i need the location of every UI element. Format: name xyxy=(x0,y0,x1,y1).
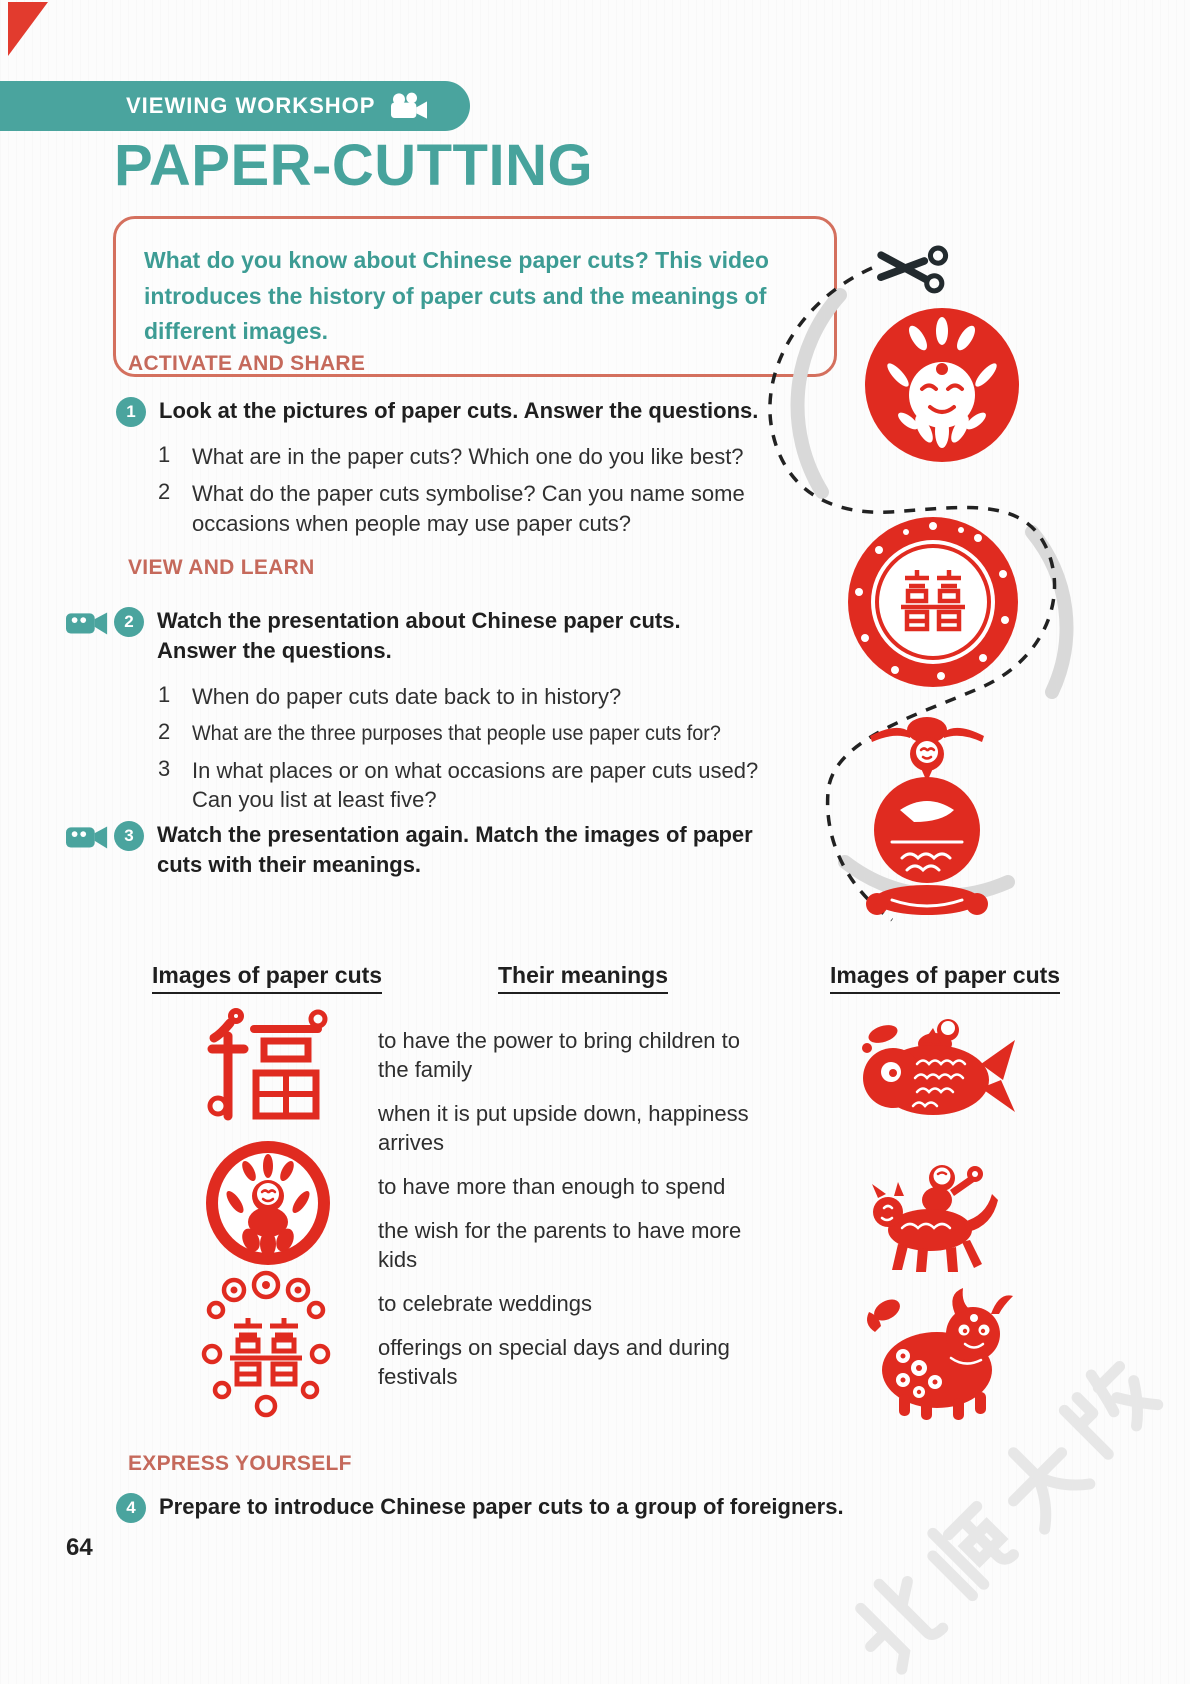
double-happiness-floral-paper-cut-image xyxy=(196,1270,336,1420)
double-happiness-glyph xyxy=(230,1318,302,1384)
question-number: 3 xyxy=(158,755,171,781)
question-number: 1 xyxy=(158,682,171,707)
heading-express-yourself: EXPRESS YOURSELF xyxy=(128,1452,352,1475)
meaning-item: offerings on special days and during festivals xyxy=(378,1335,730,1390)
heading-view-and-learn: VIEW AND LEARN xyxy=(128,556,315,579)
task-3-text: Watch the presentation again. Match the images of paper cuts with their meanings. xyxy=(157,822,753,877)
fu-character-paper-cut-image xyxy=(198,1003,333,1133)
meanings-list xyxy=(378,1026,758,1406)
question-text: What are the three purposes that people use paper cuts for? xyxy=(192,721,721,746)
question-row xyxy=(158,442,798,471)
intro-text: What do you know about Chinese paper cuts? This video introduces the history of paper cuts and the meanings of different images. xyxy=(144,247,769,345)
match-header-left: Images of paper cuts xyxy=(152,962,382,994)
task-1-questions xyxy=(158,442,798,546)
task-2-text: Watch the presentation about Chinese paper cuts. Answer the questions. xyxy=(157,608,681,663)
video-camera-icon xyxy=(389,91,429,121)
banner-title: VIEWING WORKSHOP xyxy=(126,93,376,118)
child-riding-qilin-paper-cut-image xyxy=(858,1142,1008,1277)
red-corner-mark xyxy=(8,2,48,56)
double-happiness-wreath-paper-cut-image xyxy=(843,512,1023,692)
task-1-text: Look at the pictures of paper cuts. Answer the questions. xyxy=(159,398,759,423)
match-header-middle: Their meanings xyxy=(498,962,668,994)
task-4-text: Prepare to introduce Chinese paper cuts to a group of foreigners. xyxy=(159,1494,844,1519)
question-text: What are in the paper cuts? Which one do you like best? xyxy=(192,444,744,469)
task-2 xyxy=(66,606,786,665)
meaning-item: to have more than enough to spend xyxy=(378,1174,726,1200)
task-1-number-badge: 1 xyxy=(116,397,146,427)
baby-face-roundel-paper-cut-image xyxy=(862,305,1022,465)
camcorder-icon xyxy=(66,608,110,638)
question-text: When do paper cuts date back to in history? xyxy=(192,684,622,709)
question-number: 2 xyxy=(158,479,171,505)
question-row xyxy=(158,719,798,748)
heading-activate-and-share: ACTIVATE AND SHARE xyxy=(128,352,366,375)
page-number: 64 xyxy=(66,1534,93,1561)
page-title: PAPER-CUTTING xyxy=(114,133,594,198)
question-number: 2 xyxy=(158,719,171,745)
meaning-item: to have the power to bring children to the family xyxy=(378,1028,741,1083)
meaning-item: to celebrate weddings xyxy=(378,1291,593,1317)
task-4 xyxy=(116,1492,876,1523)
question-row xyxy=(158,756,798,815)
task-3 xyxy=(66,820,786,879)
question-text: In what places or on what occasions are paper cuts used? Can you list at least five? xyxy=(192,757,759,813)
meaning-item: the wish for the parents to have more kids xyxy=(378,1218,742,1273)
task-4-number-badge: 4 xyxy=(116,1493,146,1523)
section-banner xyxy=(0,81,470,131)
question-number: 1 xyxy=(158,442,171,467)
question-row xyxy=(158,479,798,538)
match-header-right: Images of paper cuts xyxy=(830,962,1060,994)
task-3-number-badge: 3 xyxy=(114,821,144,851)
question-row xyxy=(158,682,798,711)
meaning-item: when it is put upside down, happiness arrives xyxy=(378,1101,749,1156)
child-on-lotus-roundel-paper-cut-image xyxy=(203,1138,333,1268)
task-1 xyxy=(116,396,776,427)
publisher-watermark xyxy=(810,1300,1190,1684)
question-text: What do the paper cuts symbolise? Can you name some occasions when people may use paper cuts? xyxy=(192,481,745,536)
task-2-number-badge: 2 xyxy=(114,607,144,637)
god-of-wealth-paper-cut-image xyxy=(852,708,1002,923)
fish-and-child-paper-cut-image xyxy=(853,1006,1018,1134)
task-2-questions xyxy=(158,682,798,822)
camcorder-icon xyxy=(66,822,110,852)
